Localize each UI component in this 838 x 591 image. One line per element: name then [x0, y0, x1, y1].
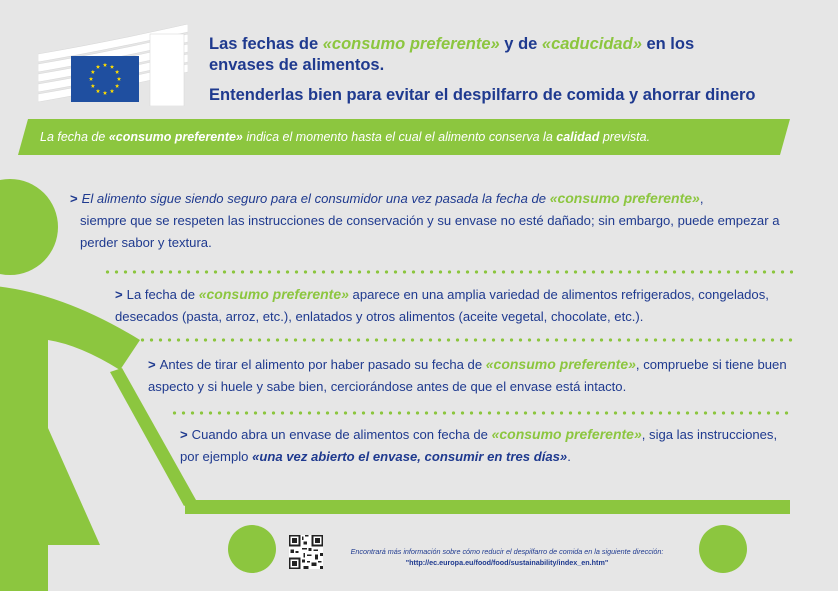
arrow-bullet: > — [148, 357, 156, 372]
dotted-divider — [138, 338, 793, 342]
highlight-consumo-preferente: «consumo preferente» — [198, 286, 349, 302]
paragraph-text: , — [699, 191, 704, 206]
instruction-example: «una vez abierto el envase, consumir en tres días» — [252, 449, 568, 464]
european-commission-logo — [38, 24, 188, 106]
footer-url-link[interactable]: "http://ec.europa.eu/food/food/sustainability/index_en.htm" — [405, 558, 609, 567]
banner-text-part: prevista. — [599, 130, 651, 144]
arrow-bullet: > — [180, 427, 188, 442]
paragraph-text: . — [567, 449, 571, 464]
footer-info — [327, 546, 687, 568]
paragraph-products — [115, 283, 795, 328]
paragraph-text: Cuando abra un envase de alimentos con fecha de — [191, 427, 492, 442]
banner-text-part: indica el momento hasta el cual el alimento conserva la — [242, 130, 557, 144]
arrow-bullet: > — [115, 287, 123, 302]
paragraph-text: Antes de tirar el alimento por haber pasado su fecha de — [159, 357, 486, 372]
banner-text-part: La fecha de — [40, 130, 109, 144]
cart-basket-bottom — [185, 500, 790, 514]
paragraph-check-before-discard — [148, 353, 793, 398]
banner-highlight: «consumo preferente» — [108, 130, 243, 144]
person-body — [0, 285, 140, 591]
title-text: Las fechas de — [209, 35, 323, 53]
title-text: en los — [641, 35, 695, 53]
title-text: y de — [499, 35, 542, 53]
dotted-divider — [103, 270, 793, 274]
paragraph-text: , compruebe si tiene buen aspecto y si huele y sabe bien, cerciorándose antes de que el envase está intacto. — [148, 357, 787, 394]
arrow-bullet: > — [70, 191, 78, 206]
highlight-consumo-preferente: «consumo preferente» — [485, 356, 636, 372]
paragraph-text: La fecha de — [126, 287, 199, 302]
person-head — [0, 179, 58, 275]
banner-bold-calidad: calidad — [556, 130, 600, 144]
qr-code-icon[interactable] — [289, 535, 323, 569]
title-highlight-consumo: «consumo preferente» — [322, 35, 500, 53]
highlight-consumo-preferente: «consumo preferente» — [549, 190, 700, 206]
paragraph-opened-package — [180, 423, 795, 468]
highlight-consumo-preferente: «consumo preferente» — [491, 426, 642, 442]
paragraph-safety — [70, 187, 790, 254]
paragraph-text: , siga las instrucciones, por ejemplo — [180, 427, 778, 464]
cart-wheel-right — [699, 525, 747, 573]
title-line-2: envases de alimentos. — [209, 56, 385, 74]
paragraph-text: siempre que se respeten las instrucciones de conservación y su envase no esté dañado; sin embargo, puede empezar a perder sabor y textura. — [80, 213, 780, 250]
page-subtitle: Entenderlas bien para evitar el despilfarro de comida y ahorrar dinero — [209, 86, 756, 104]
dotted-divider — [170, 411, 793, 415]
eu-flag-icon — [71, 56, 139, 102]
page-title — [209, 34, 809, 76]
paragraph-text: aparece en una amplia variedad de alimentos refrigerados, congelados, desecados (pasta, arroz, etc.), enlatados y otros alimentos (aceite vegetal, chocolate, etc.). — [115, 287, 769, 324]
cart-wheel-left — [228, 525, 276, 573]
title-highlight-caducidad: «caducidad» — [541, 35, 642, 53]
banner-text — [40, 119, 780, 155]
paragraph-italic: El alimento sigue siendo seguro para el consumidor una vez pasada la fecha de — [81, 191, 550, 206]
footer-text: Encontrará más información sobre cómo reducir el despilfarro de comida en la siguiente dirección: — [350, 547, 664, 556]
